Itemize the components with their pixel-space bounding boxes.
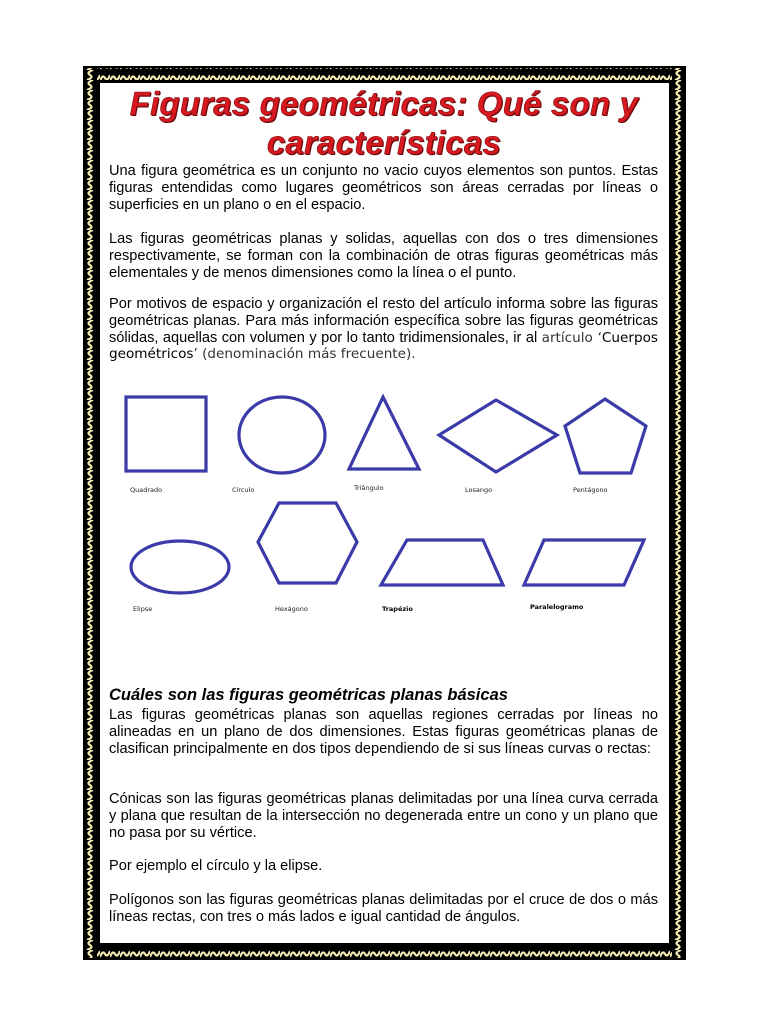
label-paralelogramo: Paralelogramo (530, 603, 584, 611)
paragraph-ejemplo: Por ejemplo el círculo y la elipse. (109, 858, 323, 874)
paragraph-conicas: Cónicas son las figuras geométricas planas delimitadas por una línea curva cerrada y plana que resultan de la intersección no degenerada entre un cono y un plano que no pasa por su vértice. (109, 791, 658, 841)
trapezoid-shape (381, 540, 503, 585)
label-triangulo: Triângulo (354, 484, 384, 492)
square-shape (126, 397, 206, 471)
page-title (100, 84, 668, 162)
label-hexagono: Hexágono (275, 605, 308, 613)
pentagon-shape (565, 399, 646, 473)
parallelogram-shape (524, 540, 644, 585)
section-heading: Cuáles son las figuras geométricas planas básicas (109, 686, 508, 704)
shapes-illustration (109, 380, 659, 640)
title-line-2: características (266, 124, 502, 161)
paragraph-poligonos: Polígonos son las figuras geométricas planas delimitadas por el cruce de dos o más líneas rectas, con tres o más lados e igual cantidad de ángulos. (109, 892, 658, 925)
paragraph-planas: Las figuras geométricas planas son aquellas regiones cerradas por líneas no alineadas en un plano de dos dimensiones. Estas figuras geométricas planas de clasifican principalmente en dos tipos dependiendo de si sus líneas curvas o rectas: (109, 707, 658, 757)
ellipse-shape (131, 541, 229, 593)
rhombus-shape (439, 400, 557, 472)
label-elipse: Elipse (133, 605, 153, 613)
article-reference-prefix: artículo ‘ (541, 329, 602, 346)
hexagon-shape (258, 503, 357, 583)
paragraph-scope-text: Por motivos de espacio y organización el resto del artículo informa sobre las figuras geométricas planas. Para más información específica sobre las figuras geométricas sólidas, aquellas con volumen y por lo tanto tridimensionales, ir al (109, 296, 658, 346)
article-reference-link[interactable]: Cuerpos geométricos (109, 329, 658, 363)
label-circulo: Círculo (232, 486, 255, 494)
label-quadrado: Quadrado (130, 486, 163, 494)
paragraph-scope (109, 296, 658, 363)
label-pentagono: Pentágono (573, 486, 608, 494)
triangle-shape (349, 397, 419, 469)
article-reference-suffix: ’ (denominación más frecuente). (193, 346, 416, 363)
label-losango: Losango (465, 486, 493, 494)
label-trapezio: Trapézio (382, 605, 413, 613)
paragraph-definition: Una figura geométrica es un conjunto no vacio cuyos elementos son puntos. Estas figuras entendidas como lugares geométricos son áreas cerradas por líneas o superficies en un plano o en el espacio. (109, 163, 658, 213)
title-line-1: Figuras geométricas: Qué son y (129, 85, 639, 122)
paragraph-dimensions: Las figuras geométricas planas y solidas, aquellas con dos o tres dimensiones respectivamente, se forman con la combinación de otras figuras geométricas más elementales y de menos dimensiones como la línea o el punto. (109, 231, 658, 281)
circle-shape (239, 397, 325, 473)
